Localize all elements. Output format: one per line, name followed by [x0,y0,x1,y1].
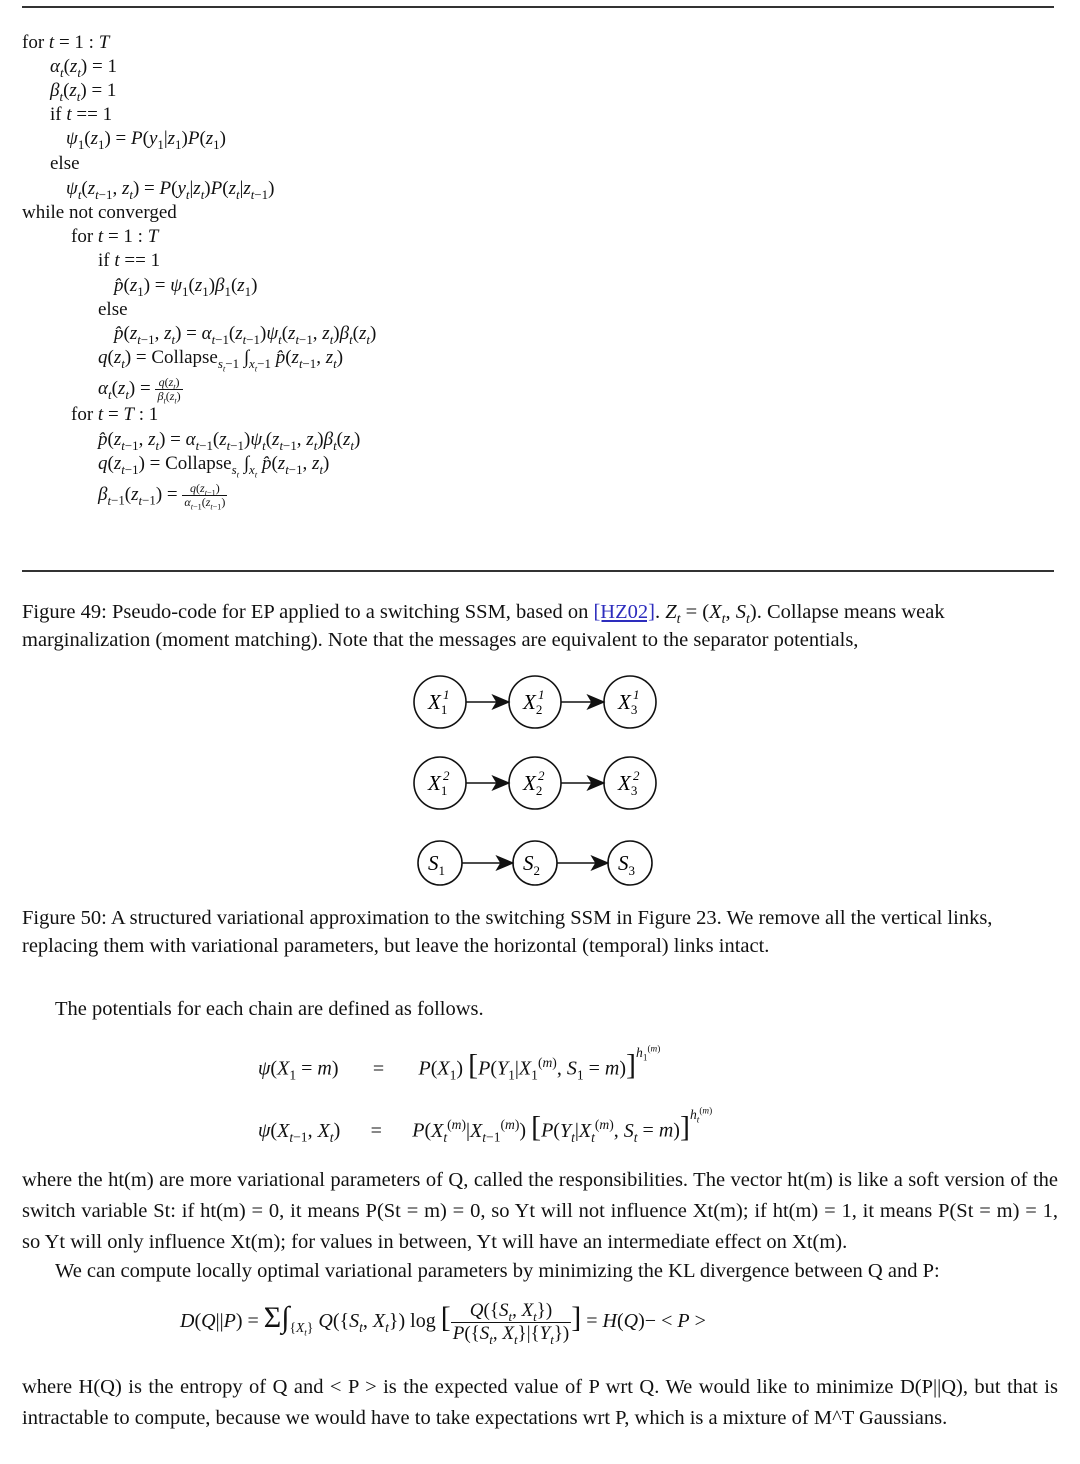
algo-line: $\alpha_t(z_t)$ = $\frac{q(z_t)}{\beta_t(z_t)}$ [98,375,181,406]
diagram-node [604,676,656,728]
diagram-node [414,676,466,728]
svg-text:1: 1 [633,687,640,702]
svg-text:2: 2 [633,768,640,783]
svg-text:1: 1 [538,687,545,702]
caption-label: Figure 50: [22,907,107,929]
algo-line: $p̂(z_{t-1}$, $z_t) = \alpha_{t-1}(z_{t-1})\psi_t(z_{t-1}$, $z_t)\beta_t(z_t)$ [98,429,361,453]
algo-line: for t = 1 : T [22,32,110,53]
algo-line: $\beta_t(z_t) = 1$ [50,80,117,104]
diagram-node [509,676,561,728]
algo-line: for t = 1 : T [71,226,159,247]
algo-line: else [98,299,128,320]
svg-text:X3: $X_3$ [618,690,638,717]
svg-text:X1: $X_1$ [428,771,448,798]
diagram-node [608,841,652,885]
algo-line: for t = T : 1 [71,404,159,425]
diagram-node [418,841,462,885]
svg-text:1: 1 [443,687,450,702]
svg-text:S3: $S_3$ [618,851,635,878]
algo-line: $\beta_{t-1}(z_{t-1})$ = $\frac{q(z_{t-1})}{\alpha_{t-1}(z_{t-1})}$ [98,481,226,512]
svg-text:S2: $S_2$ [523,851,540,878]
conclusion-paragraph: where H(Q) is the entropy of Q and < P > is the expected value of P wrt Q. We would like to minimize D(P||Q), but that is intractable to compute, because we would have to take expectations wrt P, which is a mixture of M^T Gaussians. [22,1376,1058,1429]
algo-line: if t == 1 [98,250,161,271]
svg-text:2: 2 [443,768,450,783]
top-rule [22,6,1054,8]
algo-line: $\alpha_t(z_t) = 1$ [50,56,117,80]
equation-2: $\psi(X_{t-1}$, $X_t) = P(X_t^{(m)}|X_{t-1}^{(m)})$ [$P(Y_t|X_t^{(m)}$, $S_t = m)]^{h_t^{(m)}}$ [258,1105,713,1145]
equation-1: $\psi(X_1 = m) = P(X_1)$ [$P(Y_1|X_1^{(m)}$, $S_1 = m)]^{h_1^{(m)}}$ [258,1043,661,1083]
svg-text:X1: $X_1$ [428,690,448,717]
svg-text:X2: $X_2$ [523,771,543,798]
svg-text:S1: $S_1$ [428,851,445,878]
algo-line: $q(z_t)$ = Collapse$_{s_t-1}$ $\int_{x_t-1}$ $p̂(z_{t-1}$, $z_t$) [98,347,344,374]
intro-text: The potentials for each chain are defined as follows. [55,998,484,1020]
caption-label: Figure 49: [22,601,107,623]
figure-50-caption [22,904,1058,960]
algo-line: $\psi_1(z_1) = P(y_1|z_1)P(z_1)$ [66,128,226,152]
caption-text: A structured variational approximation to the switching SSM in Figure 23. We remove all the vertical links, replacing them with variational parameters, but leave the horizontal (temporal) links intact. [22,907,993,957]
structured-variational-diagram [400,670,680,890]
algo-line: $\psi_t(z_{t-1}$, $z_t) = P(y_t|z_t)P(z_t|z_{t-1})$ [66,178,275,202]
figure-49-caption [22,598,1058,654]
algo-line: $p̂(z_{t-1}$, $z_t) = \alpha_{t-1}(z_{t-1})\psi_t(z_{t-1}$, $z_t)\beta_t(z_t)$ [114,323,377,347]
algo-line: $q(z_{t-1})$ = Collapse$_{s_t}$ $\int_{x_t}$ $p̂(z_{t-1}$, $z_t$) [98,453,330,480]
diagram-node [604,757,656,809]
caption-text-rest: . $Z_t = (X_t$, $S_t$). Collapse means weak marginalization (moment matching). Note that the messages are equivalent to the separator potentials, [22,601,945,651]
svg-text:X2: $X_2$ [523,690,543,717]
figure-bottom-rule [22,570,1054,572]
diagram-node [509,757,561,809]
algo-line: if t == 1 [50,104,113,125]
citation-link-hz02[interactable]: [HZ02] [593,601,655,623]
algo-line: else [50,153,80,174]
kl-intro-paragraph: We can compute locally optimal variational parameters by minimizing the KL divergence between Q and P: [55,1260,940,1282]
diagram-node [513,841,557,885]
algo-line: while not converged [22,202,177,223]
kl-divergence-equation: $D(Q||P) = \Sigma\int_{\{X_t\}}$ $Q(\{S_t$, $X_t$}) log [ $\frac{Q(\{S_t, X_t\})}{P(\{S_t, X_t\}|\{Y_t\})}$ ] = H(Q)− < P > [180,1300,706,1347]
svg-text:2: 2 [538,768,545,783]
caption-text: Pseudo-code for EP applied to a switching SSM, based on [111,601,589,623]
algo-line: $p̂(z_1) = \psi_1(z_1)\beta_1(z_1)$ [114,275,258,299]
responsibilities-paragraph: where the ht(m) are more variational parameters of Q, called the responsibilities. The vector ht(m) is like a soft version of the switch variable St: if ht(m) = 0, it means P(St = m) = 0, so Yt will not influence Xt(m); if ht(m) = 1, it means P(St = m) = 1, so Yt will only influence Xt(m); for values in between, Yt will have an intermediate effect on Xt(m). [22,1169,1058,1253]
diagram-node [414,757,466,809]
svg-text:X3: $X_3$ [618,771,638,798]
